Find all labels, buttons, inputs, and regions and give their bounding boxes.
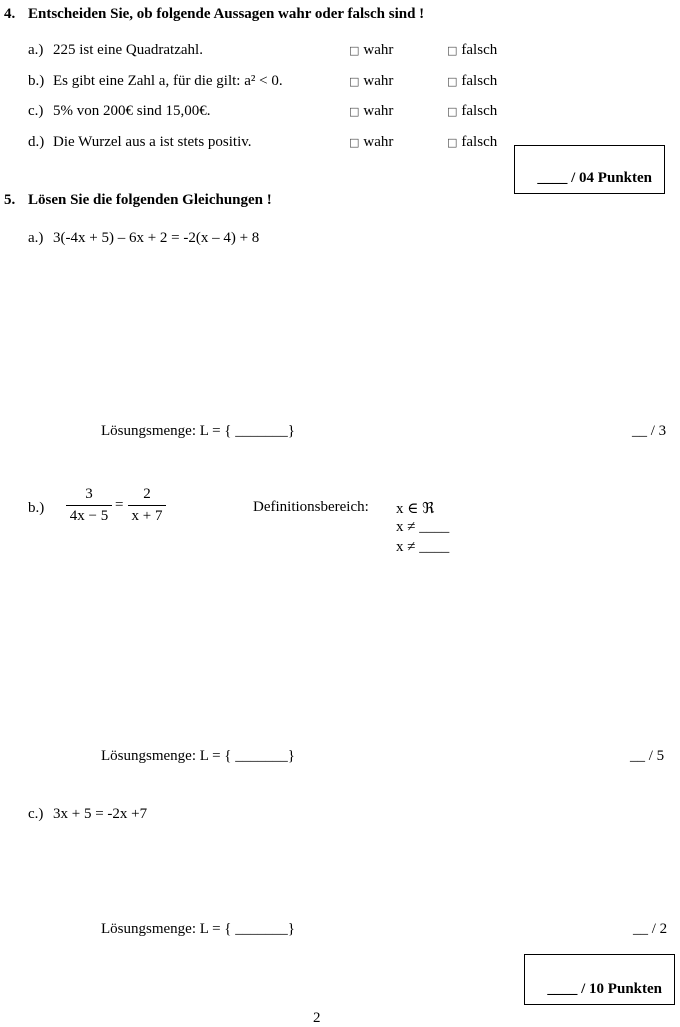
q5c-points: __ / 2 bbox=[633, 921, 668, 937]
domain-line: x ≠ ____ bbox=[396, 539, 450, 555]
checkbox-icon[interactable]: □ bbox=[447, 136, 458, 149]
domain-label: Definitionsbereich: bbox=[253, 499, 369, 515]
option-true[interactable]: □ wahr bbox=[349, 134, 394, 150]
q4-title: Entscheiden Sie, ob folgende Aussagen wahr oder falsch sind ! bbox=[28, 6, 425, 22]
fraction-bar bbox=[128, 505, 166, 506]
checkbox-icon[interactable]: □ bbox=[447, 75, 458, 88]
domain-line: x ≠ ____ bbox=[396, 519, 450, 535]
equals-sign: = bbox=[115, 497, 124, 513]
fraction-left-denominator: 4x − 5 bbox=[69, 508, 109, 524]
page-number: 2 bbox=[313, 1010, 321, 1026]
q4-number: 4. bbox=[4, 6, 16, 22]
total-points: ____ / 10 Punkten bbox=[547, 981, 662, 997]
checkbox-icon[interactable]: □ bbox=[447, 44, 458, 57]
option-false[interactable]: □ falsch bbox=[447, 103, 498, 119]
item-label: a.) bbox=[28, 42, 44, 58]
item-text: 225 ist eine Quadratzahl. bbox=[53, 42, 203, 58]
checkbox-icon[interactable]: □ bbox=[447, 105, 458, 118]
item-label: c.) bbox=[28, 103, 44, 119]
option-true[interactable]: □ wahr bbox=[349, 73, 394, 89]
q5a-label: a.) bbox=[28, 230, 44, 246]
item-text: Es gibt eine Zahl a, für die gilt: a² < 0. bbox=[53, 73, 283, 89]
checkbox-icon[interactable]: □ bbox=[349, 136, 360, 149]
option-false[interactable]: □ falsch bbox=[447, 73, 498, 89]
item-label: b.) bbox=[28, 73, 45, 89]
q5a-equation: 3(-4x + 5) – 6x + 2 = -2(x – 4) + 8 bbox=[53, 230, 260, 246]
q5c-solution: Lösungsmenge: L = { _______} bbox=[101, 921, 295, 937]
fraction-left-numerator: 3 bbox=[85, 486, 93, 502]
q4-points: ____ / 04 Punkten bbox=[537, 170, 652, 186]
checkbox-icon[interactable]: □ bbox=[349, 105, 360, 118]
fraction-right bbox=[128, 486, 166, 525]
q5-title: Lösen Sie die folgenden Gleichungen ! bbox=[28, 192, 272, 208]
total-points-box bbox=[524, 954, 675, 1005]
option-false[interactable]: □ falsch bbox=[447, 134, 498, 150]
fraction-right-numerator: 2 bbox=[143, 486, 151, 502]
q5b-points: __ / 5 bbox=[630, 748, 665, 764]
checkbox-icon[interactable]: □ bbox=[349, 75, 360, 88]
fraction-left bbox=[66, 486, 112, 525]
q5b-solution: Lösungsmenge: L = { _______} bbox=[101, 748, 295, 764]
q5a-points: __ / 3 bbox=[632, 423, 667, 439]
q5-number: 5. bbox=[4, 192, 16, 208]
q5b-label: b.) bbox=[28, 500, 45, 516]
q5c-equation: 3x + 5 = -2x +7 bbox=[53, 806, 148, 822]
option-true[interactable]: □ wahr bbox=[349, 103, 394, 119]
fraction-right-denominator: x + 7 bbox=[131, 508, 163, 524]
checkbox-icon[interactable]: □ bbox=[349, 44, 360, 57]
q5a-solution: Lösungsmenge: L = { _______} bbox=[101, 423, 295, 439]
option-false[interactable]: □ falsch bbox=[447, 42, 498, 58]
q5c-label: c.) bbox=[28, 806, 44, 822]
item-text: 5% von 200€ sind 15,00€. bbox=[53, 103, 211, 119]
item-label: d.) bbox=[28, 134, 45, 150]
option-true[interactable]: □ wahr bbox=[349, 42, 394, 58]
fraction-bar bbox=[66, 505, 112, 506]
q4-points-box bbox=[514, 145, 665, 194]
domain-line: x ∈ ℜ bbox=[396, 501, 435, 517]
item-text: Die Wurzel aus a ist stets positiv. bbox=[53, 134, 252, 150]
